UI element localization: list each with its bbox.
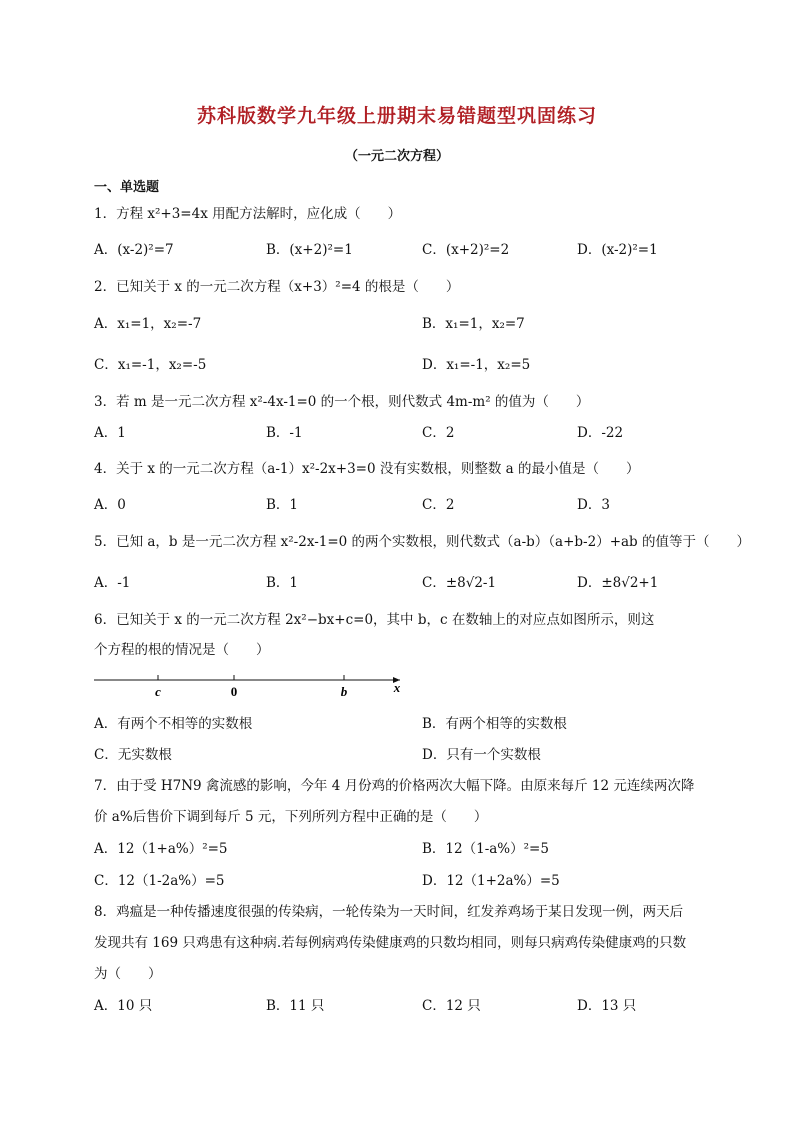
question-5-stem: 5．已知 a，b 是一元二次方程 x²-2x-1=0 的两个实数根，则代数式（a-b）（a+b-2）+ab 的值等于（ ） [94,534,750,550]
question-3-option-d: D．-22 [577,425,624,441]
label-x: x [393,680,401,695]
question-5-option-c: C．±8√2-1 [422,575,497,591]
question-3-stem: 3．若 m 是一元二次方程 x²-4x-1=0 的一个根，则代数式 4m-m² 的值为（ ） [94,394,590,410]
question-7-stem-line-1: 7．由于受 H7N9 禽流感的影响，今年 4 月份鸡的价格两次大幅下降。由原来每斤 12 元连续两次降 [94,778,695,794]
question-1-stem: 1．方程 x²+3=4x 用配方法解时，应化成（ ） [94,206,402,222]
question-3-option-b: B．-1 [266,425,303,441]
question-2-option-b: B．x₁=1，x₂=7 [422,316,525,332]
question-6-option-a: A．有两个不相等的实数根 [94,716,253,732]
question-8-option-b: B．11 只 [266,998,325,1014]
question-8-option-d: D．13 只 [577,998,637,1014]
question-8-stem-line-3: 为（ ） [94,966,162,982]
question-6-stem-line-1: 6．已知关于 x 的一元二次方程 2x²−bx+c=0，其中 b，c 在数轴上的对应点如图所示，则这 [94,612,655,628]
question-2-option-a: A．x₁=1，x₂=-7 [94,316,202,332]
page-subtitle: （一元二次方程） [344,149,449,164]
question-4-stem: 4．关于 x 的一元二次方程（a-1）x²-2x+3=0 没有实数根，则整数 a 的最小值是（ ） [94,461,640,477]
question-6-option-b: B．有两个相等的实数根 [422,716,567,732]
question-7-option-a: A．12（1+a%）²=5 [94,841,228,857]
label-zero: 0 [230,684,238,699]
question-2-option-c: C．x₁=-1，x₂=-5 [94,357,207,373]
question-6-stem-line-2: 个方程的根的情况是（ ） [94,642,270,658]
section-heading: 一、单选题 [94,180,160,195]
question-8-stem-line-1: 8．鸡瘟是一种传播速度很强的传染病，一轮传染为一天时间，红发养鸡场于某日发现一例，两天后 [94,904,684,920]
question-4-option-c: C．2 [422,497,455,513]
question-5-option-b: B．1 [266,575,299,591]
question-8-option-a: A．10 只 [94,998,153,1014]
page-title: 苏科版数学九年级上册期末易错题型巩固练习 [196,105,597,127]
question-7-stem-line-2: 价 a%后售价下调到每斤 5 元，下列所列方程中正确的是（ ） [94,809,488,825]
question-7-option-d: D．12（1+2a%）=5 [422,873,560,889]
question-1-option-d: D．(x-2)²=1 [577,242,658,258]
label-c: c [155,684,161,699]
question-7-option-b: B．12（1-a%）²=5 [422,841,549,857]
label-b: b [340,684,348,699]
question-4-option-b: B．1 [266,497,299,513]
number-line-figure [92,668,412,700]
question-6-option-d: D．只有一个实数根 [422,747,541,763]
question-5-option-d: D．±8√2+1 [577,575,659,591]
question-8-stem-line-2: 发现共有 169 只鸡患有这种病.若每例病鸡传染健康鸡的只数均相同，则每只病鸡传染健康鸡的只数 [94,935,687,951]
question-3-option-c: C．2 [422,425,455,441]
question-5-option-a: A．-1 [94,575,131,591]
question-8-option-c: C．12 只 [422,998,481,1014]
question-2-option-d: D．x₁=-1，x₂=5 [422,357,531,373]
question-1-option-c: C．(x+2)²=2 [422,242,510,258]
question-1-option-b: B．(x+2)²=1 [266,242,353,258]
question-3-option-a: A．1 [94,425,126,441]
question-6-option-c: C．无实数根 [94,747,172,763]
question-1-option-a: A．(x-2)²=7 [94,242,174,258]
question-7-option-c: C．12（1-2a%）=5 [94,873,225,889]
question-2-stem: 2．已知关于 x 的一元二次方程（x+3）²=4 的根是（ ） [94,279,460,295]
question-4-option-a: A．0 [94,497,126,513]
question-4-option-d: D．3 [577,497,610,513]
